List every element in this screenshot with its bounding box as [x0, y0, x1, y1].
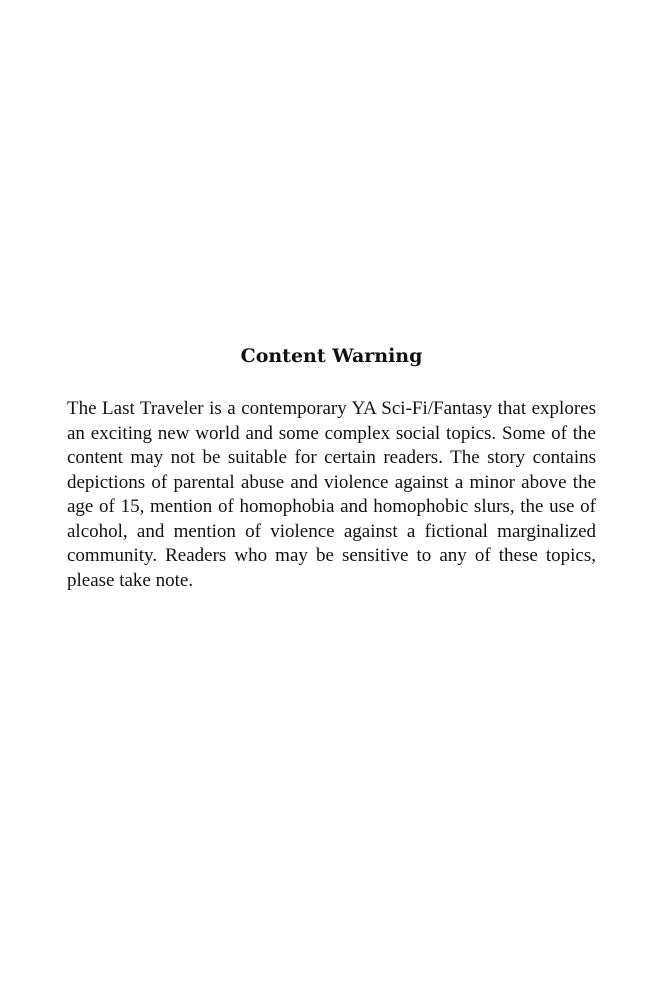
content-warning-heading: Content Warning	[240, 345, 423, 367]
content-warning-paragraph: The Last Traveler is a contemporary YA Sci-Fi/Fantasy that explores an exciting new world and some complex social topics. Some of the content may not be suitable for certain readers. The story contains depictions of parental abuse and violence against a minor above the age of 15, mention of homophobia and homophobic slurs, the use of alcohol, and mention of violence against a fictional marginalized community. Readers who may be sensitive to any of these topics, please take note.	[67, 398, 596, 591]
